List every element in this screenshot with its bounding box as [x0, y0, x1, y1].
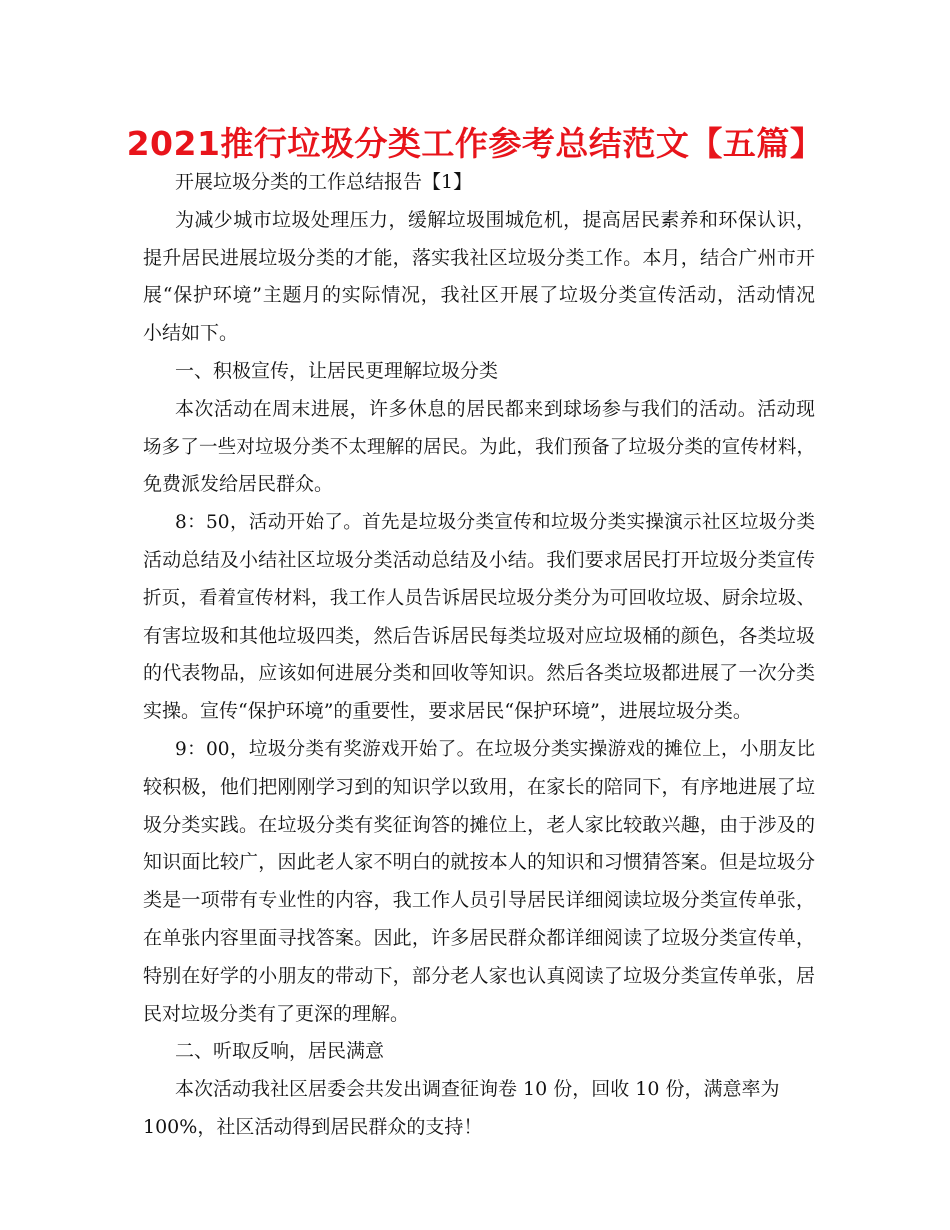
text-line: 提升居民进展垃圾分类的才能，落实我社区垃圾分类工作。本月，结合广州市开 [143, 246, 815, 269]
text-line: 知识面比较广，因此老人家不明白的就按本人的知识和习惯猜答案。但是垃圾分 [143, 851, 815, 874]
text-line: 民对垃圾分类有了更深的理解。 [143, 1002, 410, 1025]
text-line: 的代表物品，应该如何进展分类和回收等知识。然后各类垃圾都进展了一次分类 [143, 662, 815, 685]
text-line: 开展垃圾分类的工作总结报告【1】 [175, 171, 473, 193]
text-line: 较积极，他们把刚刚学习到的知识学以致用，在家长的陪同下，有序地进展了垃 [143, 775, 815, 798]
text-line: 免费派发给居民群众。 [143, 473, 334, 496]
text-line: 本次活动在周末进展，许多休息的居民都来到球场参与我们的活动。活动现 [175, 397, 815, 420]
text-line: 折页，看着宣传材料，我工作人员告诉居民垃圾分类分为可回收垃圾、厨余垃圾、 [143, 587, 815, 609]
text-line: 特别在好学的小朋友的带动下，部分老人家也认真阅读了垃圾分类宣传单张，居 [143, 964, 815, 987]
text-line: 场多了一些对垃圾分类不太理解的居民。为此，我们预备了垃圾分类的宣传材料， [143, 436, 815, 458]
document-title: 2021推行垃圾分类工作参考总结范文【五篇】 [126, 124, 824, 163]
text-line: 圾分类实践。在垃圾分类有奖征询答的摊位上，老人家比较敢兴趣，由于涉及的 [143, 813, 815, 836]
text-line: 8：50，活动开始了。首先是垃圾分类宣传和垃圾分类实操演示社区垃圾分类 [175, 512, 815, 534]
text-line: 在单张内容里面寻找答案。因此，许多居民群众都详细阅读了垃圾分类宣传单， [143, 926, 815, 949]
text-line: 9：00，垃圾分类有奖游戏开始了。在垃圾分类实操游戏的摊位上，小朋友比 [175, 738, 815, 760]
text-line: 实操。宣传“保护环境”的重要性，要求居民“保护环境”，进展垃圾分类。 [143, 700, 752, 723]
text-line: 为减少城市垃圾处理压力，缓解垃圾围城危机，提高居民素养和环保认识， [175, 208, 815, 231]
text-line: 小结如下。 [143, 322, 239, 345]
document-body [143, 164, 815, 1147]
text-line: 有害垃圾和其他垃圾四类，然后告诉居民每类垃圾对应垃圾桶的颜色，各类垃圾 [143, 624, 815, 647]
text-line: 活动总结及小结社区垃圾分类活动总结及小结。我们要求居民打开垃圾分类宣传 [143, 548, 815, 571]
text-line: 展“保护环境”主题月的实际情况，我社区开展了垃圾分类宣传活动，活动情况 [143, 284, 815, 307]
text-line: 二、听取反响，居民满意 [175, 1040, 385, 1063]
text-line: 100%，社区活动得到居民群众的支持！ [143, 1115, 483, 1138]
text-line: 一、积极宣传，让居民更理解垃圾分类 [175, 359, 499, 382]
text-line: 本次活动我社区居委会共发出调查征询卷 10 份，回收 10 份，满意率为 [175, 1078, 780, 1101]
text-line: 类是一项带有专业性的内容，我工作人员引导居民详细阅读垃圾分类宣传单张， [143, 889, 815, 912]
